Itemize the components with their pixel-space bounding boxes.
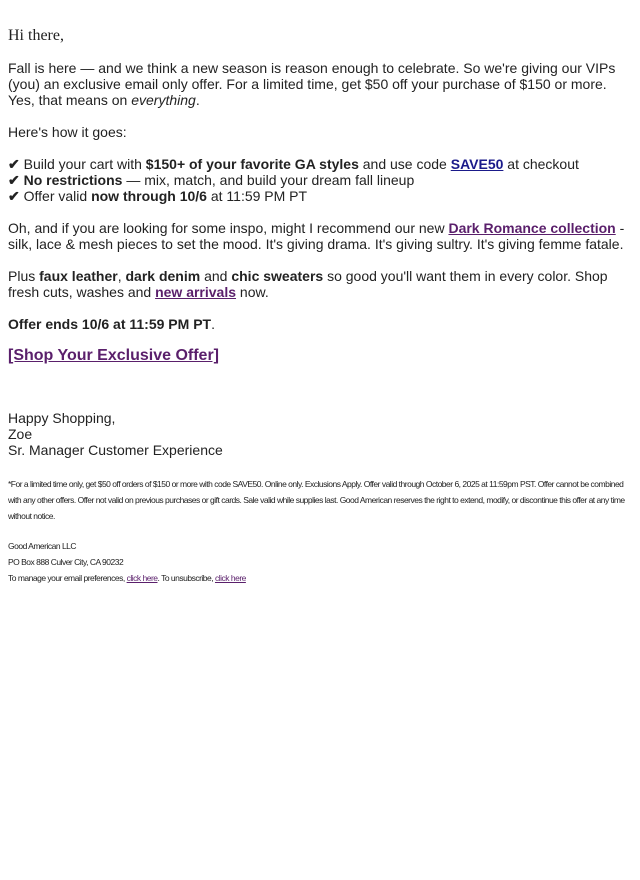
promo-code-link[interactable]: SAVE50 — [450, 156, 504, 172]
faux-leather-bold: faux leather — [39, 268, 118, 284]
greeting: Hi there, — [8, 27, 64, 44]
prefs-text: To manage your email preferences, — [8, 573, 127, 583]
signoff-name: Zoe — [8, 426, 33, 442]
plus-text-a: Plus — [8, 268, 40, 284]
email-body — [0, 26, 640, 586]
signoff-title: Sr. Manager Customer Experience — [8, 442, 223, 458]
steps-list — [8, 156, 632, 204]
inspo-paragraph — [8, 220, 632, 252]
dark-romance-link[interactable]: Dark Romance collection — [448, 220, 616, 236]
offer-ends — [8, 316, 632, 332]
inspo-text-a: Oh, and if you are looking for some inspo, might I recommend our new — [8, 220, 449, 236]
manage-preferences-link[interactable]: click here — [126, 573, 158, 583]
footer-company: Good American LLC — [8, 541, 77, 551]
intro-emphasis: everything — [131, 92, 196, 108]
how-it-goes: Here's how it goes: — [8, 124, 127, 140]
chic-sweaters-bold: chic sweaters — [231, 268, 324, 284]
step-1 — [8, 156, 632, 172]
check-icon: ✔ — [8, 172, 20, 188]
footer-address: PO Box 888 Culver City, CA 90232 — [8, 557, 124, 567]
step-3-bold: now through 10/6 — [91, 188, 207, 204]
dark-denim-bold: dark denim — [125, 268, 201, 284]
step-1-bold: $150+ of your favorite GA styles — [145, 156, 359, 172]
intro-paragraph — [8, 60, 632, 108]
step-2-bold: No restrictions — [23, 172, 123, 188]
unsubscribe-link[interactable]: click here — [214, 573, 246, 583]
intro-end: . — [195, 92, 200, 108]
check-icon: ✔ — [8, 156, 20, 172]
check-icon: ✔ — [8, 188, 20, 204]
offer-ends-end: . — [211, 316, 215, 332]
step-1-text-a: Build your cart with — [23, 156, 146, 172]
fine-print: *For a limited time only, get $50 off orders of $150 or more with code SAVE50. Online only. Exclusions Apply. Offer valid through October 6, 2025 at 11:59pm PST. Offer cannot be combined with any other offers. Offer not valid on previous purchases or gift cards. Sale valid while supplies last. Good American reserves the right to extend, modify, or discontinue this offer at any time without notice. — [8, 479, 625, 521]
intro-text: Fall is here — and we think a new season is reason enough to celebrate. So we're giving our VIPs (you) an exclusive email only offer. For a limited time, get $50 off your purchase of $150 or more. Yes, that means on — [8, 60, 616, 108]
step-2 — [8, 172, 632, 188]
unsub-text: . To unsubscribe, — [157, 573, 215, 583]
plus-text-e: and — [200, 268, 232, 284]
plus-text-g: so good you'll want them in every color. Shop fresh cuts, washes and — [8, 268, 608, 300]
plus-text-c: , — [117, 268, 126, 284]
footer-links — [8, 570, 632, 586]
step-3 — [8, 188, 632, 204]
footer — [8, 538, 632, 586]
plus-paragraph — [8, 268, 632, 300]
step-3-text-c: at 11:59 PM PT — [206, 188, 308, 204]
step-2-text: — mix, match, and build your dream fall lineup — [122, 172, 415, 188]
signoff-line-1: Happy Shopping, — [8, 410, 116, 426]
step-1-text-d: at checkout — [503, 156, 579, 172]
step-1-text-c: and use code — [358, 156, 451, 172]
new-arrivals-link[interactable]: new arrivals — [155, 284, 237, 300]
inspo-text-b: - silk, lace & mesh pieces to set the mood. It's giving drama. It's giving sultry. It's giving femme fatale. — [8, 220, 625, 252]
plus-text-h: now. — [236, 284, 269, 300]
shop-offer-button[interactable]: [Shop Your Exclusive Offer] — [8, 347, 220, 364]
step-3-text-a: Offer valid — [23, 188, 92, 204]
offer-ends-bold: Offer ends 10/6 at 11:59 PM PT — [8, 316, 212, 332]
signoff — [8, 410, 632, 458]
